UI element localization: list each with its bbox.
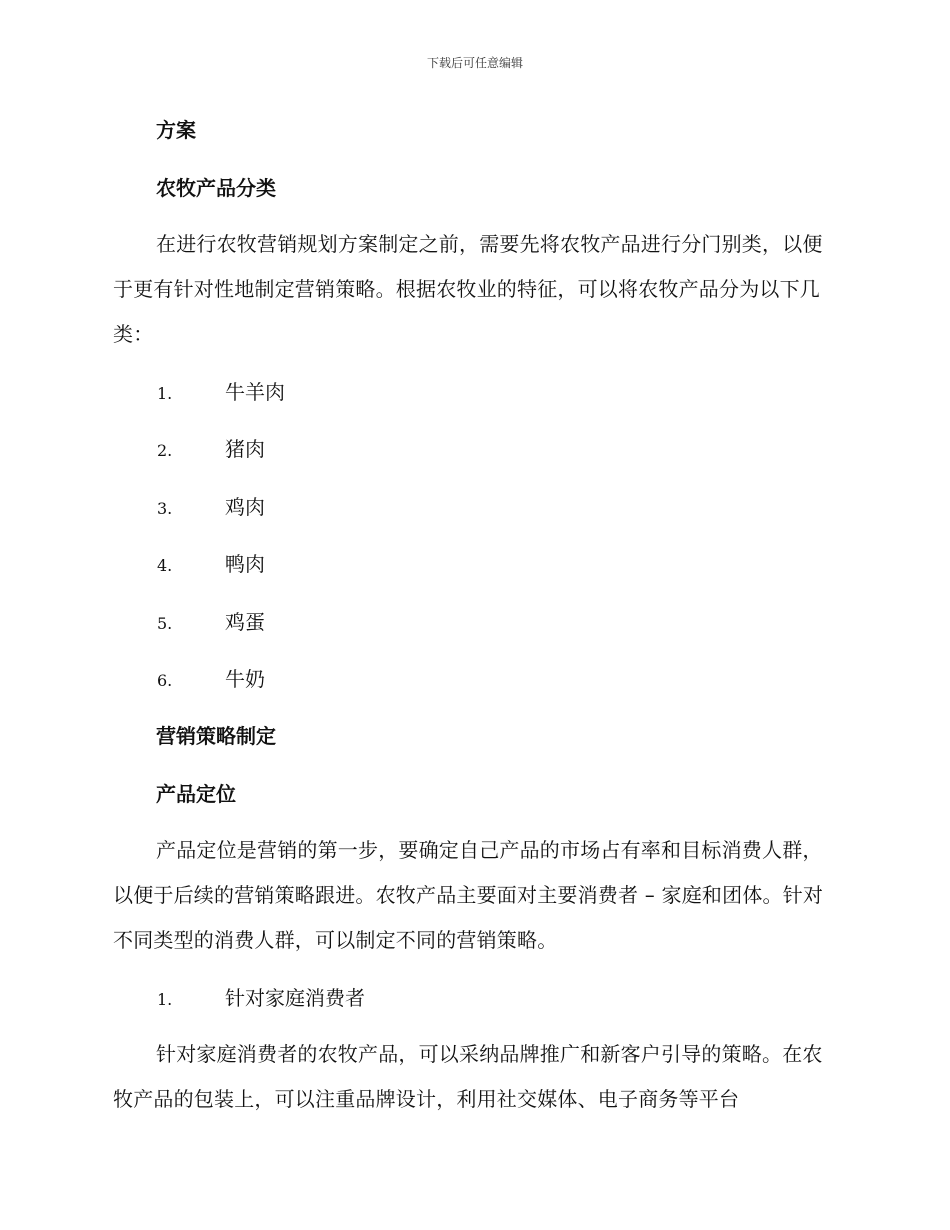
list-item-target xyxy=(157,986,365,1012)
list-item xyxy=(157,552,265,578)
list-item-number: 5. xyxy=(157,614,173,633)
heading-positioning: 产品定位 xyxy=(156,782,236,806)
paragraph-family: 针对家庭消费者的农牧产品，可以采纳品牌推广和新客户引导的策略。在农牧产品的包装上，可以注重品牌设计，利用社交媒体、电子商务等平台 xyxy=(113,1042,823,1111)
list-item-number: 3. xyxy=(157,499,173,518)
list-item-number: 6. xyxy=(157,671,173,690)
list-item-text: 鸭肉 xyxy=(225,552,265,576)
list-item-text: 牛羊肉 xyxy=(225,380,285,404)
list-item-number: 1. xyxy=(157,384,173,403)
list-item-text: 猪肉 xyxy=(225,437,265,461)
list-item xyxy=(157,495,265,521)
list-item-number: 2. xyxy=(157,441,173,460)
paragraph-positioning: 产品定位是营销的第一步，要确定自己产品的市场占有率和目标消费人群，以便于后续的营销策略跟进。农牧产品主要面对主要消费者 – 家庭和团体。针对不同类型的消费人群，可以制定不同的营销策略。 xyxy=(113,838,824,952)
paragraph-intro: 在进行农牧营销规划方案制定之前，需要先将农牧产品进行分门别类，以便于更有针对性地制定营销策略。根据农牧业的特征，可以将农牧产品分为以下几类： xyxy=(113,232,823,346)
list-item xyxy=(157,667,265,693)
list-item-text: 针对家庭消费者 xyxy=(225,986,365,1010)
header-note: 下载后可任意编辑 xyxy=(426,56,523,70)
list-item-text: 牛奶 xyxy=(225,667,265,691)
list-item-text: 鸡肉 xyxy=(225,495,265,519)
list-item xyxy=(157,437,265,463)
heading-plan: 方案 xyxy=(156,118,196,142)
heading-categories: 农牧产品分类 xyxy=(156,176,276,200)
list-item-number: 1. xyxy=(157,990,173,1009)
list-item-text: 鸡蛋 xyxy=(225,610,265,634)
list-item-number: 4. xyxy=(157,556,173,575)
list-item xyxy=(157,610,265,636)
heading-strategy: 营销策略制定 xyxy=(156,724,276,748)
list-item xyxy=(157,380,285,406)
